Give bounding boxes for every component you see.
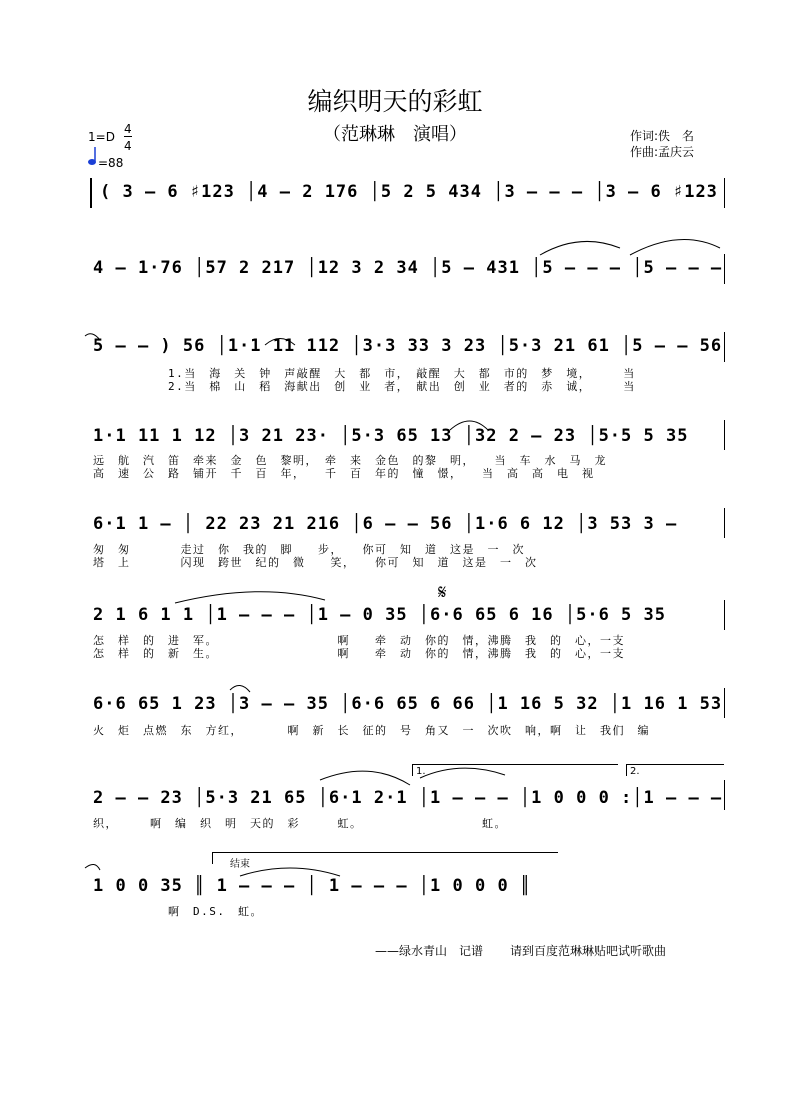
ending-label: 结束 [230,859,250,870]
lyric-line-5-verse-1: 匆 匆 走过 你 我的 脚 步， 你可 知 道 这是 一 次 [93,543,525,556]
lyric-line-8: 织， 啊 编 织 明 天的 彩 虹。 虹。 [93,817,507,830]
lyric-line-4-verse-2: 高 速 公 路 铺开 千 百 年， 千 百 年的 憧 憬， 当 高 高 电 视 [93,467,595,480]
composer-credit: 作曲:孟庆云 [630,145,695,159]
score-line-9: 1 0 0 35 ║ 1 – – – │ 1 – – – │1 0 0 0 ║ [93,876,532,896]
lyric-line-6-verse-1: 怎 样 的 进 军。 啊 牵 动 你的 情，沸腾 我 的 心，一支 [93,634,625,647]
lyric-line-6-verse-2: 怎 样 的 新 生。 啊 牵 动 你的 情，沸腾 我 的 心，一支 [93,647,625,660]
score-line-2: 4 – 1·76 │57 2 217 │12 3 2 34 │5 – 431 │5 – – – │5 – – – [93,258,723,278]
lyric-line-4-verse-1: 远 航 汽 笛 牵来 金 色 黎明， 牵 来 金色 的黎 明， 当 车 水 马 龙 [93,454,607,467]
second-ending-label: 2. [630,766,640,777]
score-line-6: 2 1 6 1 1 │1 – – – │1 – 0 35 │6·6 65 6 16 │5·6 5 35 [93,605,666,625]
score-line-1: ( 3 – 6 ♯123 │4 – 2 176 │5 2 5 434 │3 – – – │3 – 6 ♯123 [100,182,718,202]
score-line-8: 2 – – 23 │5·3 21 65 │6·1 2·1 │1 – – – │1 0 0 0 :│1 – – – [93,788,723,808]
lyricist-credit: 作词:佚 名 [630,129,695,143]
lyric-line-5-verse-2: 塔 上 闪现 跨世 纪的 微 笑， 你可 知 道 这是 一 次 [93,556,538,569]
lyric-line-3-verse-2: 2.当 棉 山 稻 海献出 创 业 者， 献出 创 业 者的 赤 诚， 当 [168,380,636,393]
first-ending-label: 1. [416,766,426,777]
lyric-line-7: 火 炬 点燃 东 方红， 啊 新 长 征的 号 角又 一 次吹 响，啊 让 我们 编 [93,724,650,737]
score-line-5: 6·1 1 – │ 22 23 21 216 │6 – – 56 │1·6 6 12 │3 53 3 – [93,514,678,534]
score-line-7: 6·6 65 1 23 │3 – – 35 │6·6 65 6 66 │1 16 5 32 │1 16 1 53 [93,694,723,714]
song-title: 编织明天的彩虹 [307,87,483,116]
lyric-line-3-verse-1: 1.当 海 关 钟 声敲醒 大 都 市， 敲醒 大 都 市的 梦 境， 当 [168,367,636,380]
key-signature: 1=D [88,130,115,144]
listen-note: 请到百度范琳琳贴吧试听歌曲 [510,944,667,958]
time-signature-bottom: 4 [124,139,132,153]
tempo-marking: =88 [98,156,124,170]
segno-icon: 𝄋 [438,580,447,604]
transcriber-credit: ——绿水青山 记谱 [375,944,484,958]
song-subtitle: （范琳琳 演唱） [323,124,467,145]
score-line-4: 1·1 11 1 12 │3 21 23· │5·3 65 13 │32 2 – 23 │5·5 5 35 [93,426,689,446]
lyric-line-9: 啊 D.S. 虹。 [168,905,263,918]
score-line-3: 5 – – ) 56 │1·1 11 112 │3·3 33 3 23 │5·3 21 61 │5 – – 56 [93,336,723,356]
time-signature-top: 4 [124,122,132,136]
